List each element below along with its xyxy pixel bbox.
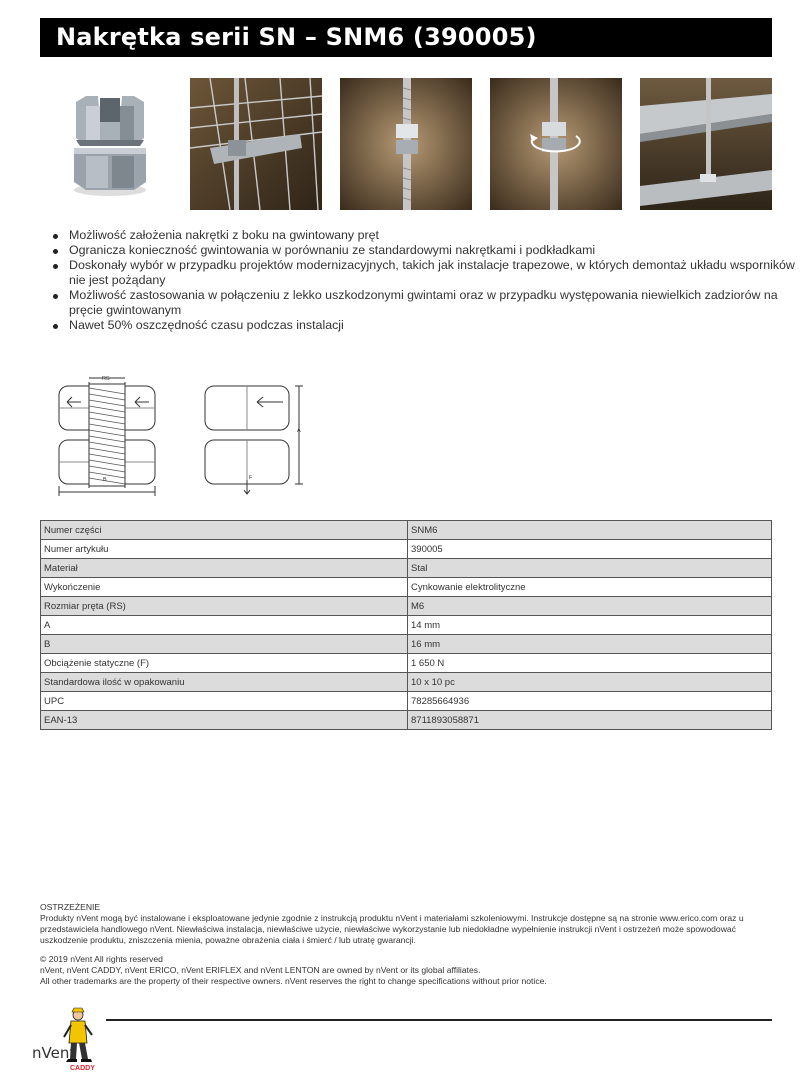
spec-row <box>41 673 772 692</box>
spec-row <box>41 654 772 673</box>
feature-item: Ogranicza konieczność gwintowania w porównaniu ze standardowymi nakrętkami i podkładkami <box>69 243 808 258</box>
spec-value: 390005 <box>408 540 772 559</box>
spec-value: Stal <box>408 559 772 578</box>
spec-key: A <box>41 616 408 635</box>
spec-row <box>41 597 772 616</box>
spec-row <box>41 616 772 635</box>
arrow-left-icon <box>135 397 149 407</box>
spec-row <box>41 521 772 540</box>
spec-row <box>41 692 772 711</box>
label-f: F <box>249 475 253 481</box>
technical-drawing <box>55 370 325 505</box>
label-b: B <box>103 477 107 483</box>
spec-row <box>41 711 772 730</box>
installation-photo-4 <box>640 78 772 210</box>
warning-text: Produkty nVent mogą być instalowane i eksploatowane jedynie zgodnie z instrukcją produktu nVent i materiałami szkoleniowymi. Instrukcje dostępne są na stronie www.erico.com oraz u przedstawiciela handlowego nVent. Niewłaściwa instalacja, niewłaściwe użycie, niewłaściwe wykorzystanie lub niedokładne wypełnienie instrukcji nVent i ostrzeżeń może spowodować uszkodzenie produktu, zniszczenia mienia, poważne obrażenia ciała i śmierć / lub utratę gwarancji. <box>40 913 744 945</box>
spec-key: B <box>41 635 408 654</box>
spec-key: Numer części <box>41 521 408 540</box>
feature-item: Możliwość zastosowania w połączeniu z lekko uszkodzonymi gwintami oraz w przypadku występowania niewielkich zadziorów na pręcie gwintowanym <box>69 288 808 318</box>
spec-row <box>41 635 772 654</box>
product-photo-nut <box>60 78 160 210</box>
spec-value: 10 x 10 pc <box>408 673 772 692</box>
spec-value: 1 650 N <box>408 654 772 673</box>
spec-key: Obciążenie statyczne (F) <box>41 654 408 673</box>
spec-row <box>41 540 772 559</box>
spec-key: Rozmiar pręta (RS) <box>41 597 408 616</box>
copyright: © 2019 nVent All rights reserved <box>40 954 163 964</box>
spec-value: 14 mm <box>408 616 772 635</box>
footer-rule <box>106 1019 772 1021</box>
spec-row <box>41 559 772 578</box>
feature-item: Nawet 50% oszczędność czasu podczas instalacji <box>69 318 808 333</box>
feature-item: Możliwość założenia nakrętki z boku na gwintowany pręt <box>69 228 808 243</box>
spec-key: UPC <box>41 692 408 711</box>
spec-value: Cynkowanie elektrolityczne <box>408 578 772 597</box>
nvent-caddy-logo <box>30 1003 106 1078</box>
spec-value: 78285664936 <box>408 692 772 711</box>
spec-key: Numer artykułu <box>41 540 408 559</box>
trademark-note: All other trademarks are the property of their respective owners. nVent reserves the right to change specifications without prior notice. <box>40 976 547 986</box>
spec-value: SNM6 <box>408 521 772 540</box>
spec-value: M6 <box>408 597 772 616</box>
spec-key: Wykończenie <box>41 578 408 597</box>
arrow-left-icon <box>67 397 81 407</box>
spec-value: 16 mm <box>408 635 772 654</box>
label-rs: RS <box>102 376 110 382</box>
spec-value: 8711893058871 <box>408 711 772 730</box>
feature-item: Doskonały wybór w przypadku projektów modernizacyjnych, takich jak instalacje trapezowe, w których demontaż układu wsporników nie jest pożądany <box>69 258 808 288</box>
feature-list <box>40 228 808 333</box>
label-a: A <box>297 428 301 434</box>
logo-brand: nVent <box>32 1044 76 1062</box>
installation-photo-1 <box>190 78 322 210</box>
installation-photo-3 <box>490 78 622 210</box>
ownership-note: nVent, nVent CADDY, nVent ERICO, nVent ERIFLEX and nVent LENTON are owned by nVent or its global affiliates. <box>40 965 481 975</box>
spec-row <box>41 578 772 597</box>
specs-table <box>40 520 772 730</box>
spec-key: Materiał <box>41 559 408 578</box>
installation-photo-2 <box>340 78 472 210</box>
page-title: Nakrętka serii SN – SNM6 (390005) <box>40 18 772 57</box>
logo-sub: CADDY <box>70 1065 95 1072</box>
spec-key: EAN-13 <box>41 711 408 730</box>
footer <box>40 902 780 987</box>
spec-key: Standardowa ilość w opakowaniu <box>41 673 408 692</box>
warning-title: OSTRZEŻENIE <box>40 902 101 912</box>
arrow-left-icon <box>257 397 283 407</box>
